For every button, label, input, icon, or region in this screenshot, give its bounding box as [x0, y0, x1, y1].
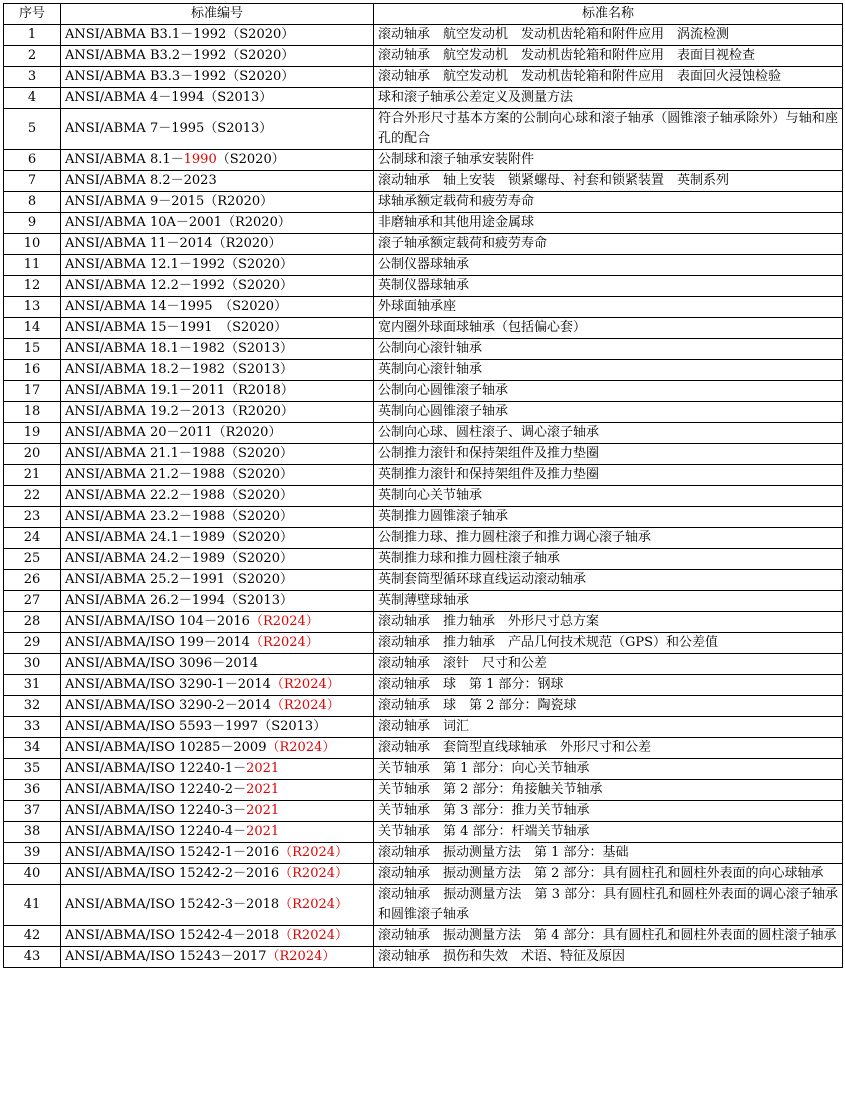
standard-name: 公制向心圆锥滚子轴承: [374, 381, 843, 402]
row-number: 13: [4, 297, 61, 318]
standard-code: [61, 150, 374, 171]
row-number: 5: [4, 109, 61, 150]
standard-code-part: ANSI/ABMA B3.1－1992（S2020）: [65, 27, 295, 42]
standard-code: [61, 423, 374, 444]
standard-code-part: ANSI/ABMA 22.2－1988（S2020）: [65, 488, 293, 503]
table-row: [4, 717, 843, 738]
standard-name: 滚动轴承 滚针 尺寸和公差: [374, 654, 843, 675]
standard-code-part: ANSI/ABMA/ISO 199－2014: [65, 635, 250, 650]
standard-code: [61, 67, 374, 88]
row-number: 8: [4, 192, 61, 213]
row-number: 15: [4, 339, 61, 360]
standard-name: 滚动轴承 振动测量方法 第 3 部分：具有圆柱孔和圆柱外表面的调心滚子轴承和圆锥滚子轴承: [374, 885, 843, 926]
standard-code-part: ANSI/ABMA/ISO 12240-4－: [65, 824, 247, 839]
standard-name: 英制向心关节轴承: [374, 486, 843, 507]
table-row: [4, 360, 843, 381]
standard-code: [61, 46, 374, 67]
standard-name: 滚动轴承 振动测量方法 第 2 部分：具有圆柱孔和圆柱外表面的向心球轴承: [374, 864, 843, 885]
row-number: 1: [4, 25, 61, 46]
standard-code: [61, 25, 374, 46]
standard-code-part: ANSI/ABMA 25.2－1991（S2020）: [65, 572, 293, 587]
standard-name: 滚动轴承 球 第 1 部分：钢球: [374, 675, 843, 696]
standard-name: 英制仪器球轴承: [374, 276, 843, 297]
standard-code: [61, 843, 374, 864]
row-number: 35: [4, 759, 61, 780]
standard-code: [61, 947, 374, 968]
standards-table: [3, 3, 843, 968]
row-number: 39: [4, 843, 61, 864]
standard-name: 英制向心圆锥滚子轴承: [374, 402, 843, 423]
standard-code-part: ANSI/ABMA/ISO 104－2016: [65, 614, 250, 629]
table-row: [4, 654, 843, 675]
standard-code-part: ANSI/ABMA 9－2015（R2020）: [65, 194, 274, 209]
standard-code: [61, 109, 374, 150]
standard-name: 关节轴承 第 1 部分：向心关节轴承: [374, 759, 843, 780]
table-row: [4, 25, 843, 46]
standard-code: [61, 360, 374, 381]
standard-code: [61, 864, 374, 885]
row-number: 23: [4, 507, 61, 528]
table-row: [4, 67, 843, 88]
table-row: [4, 947, 843, 968]
standard-name: 英制套筒型循环球直线运动滚动轴承: [374, 570, 843, 591]
standard-code-part: ANSI/ABMA 10A－2001（R2020）: [65, 215, 291, 230]
standard-code: [61, 570, 374, 591]
row-number: 43: [4, 947, 61, 968]
row-number: 40: [4, 864, 61, 885]
standard-code-part: ANSI/ABMA B3.2－1992（S2020）: [65, 48, 295, 63]
table-row: [4, 444, 843, 465]
standard-code-part: ANSI/ABMA/ISO 15242-3－2018: [65, 897, 280, 912]
standard-code: [61, 738, 374, 759]
header-code: 标准编号: [61, 4, 374, 25]
table-row: [4, 109, 843, 150]
standard-code-part: ANSI/ABMA/ISO 3096－2014: [65, 656, 259, 671]
header-name: 标准名称: [374, 4, 843, 25]
standard-code-updated-part: （R2024）: [266, 740, 336, 755]
standard-name: 关节轴承 第 2 部分：角接触关节轴承: [374, 780, 843, 801]
row-number: 24: [4, 528, 61, 549]
table-row: [4, 528, 843, 549]
table-row: [4, 675, 843, 696]
standard-code: [61, 486, 374, 507]
standard-code: [61, 675, 374, 696]
standard-name: 英制推力圆锥滚子轴承: [374, 507, 843, 528]
standard-code-part: ANSI/ABMA 21.1－1988（S2020）: [65, 446, 293, 461]
standard-code-part: ANSI/ABMA 19.1－2011（R2018）: [65, 383, 294, 398]
table-row: [4, 591, 843, 612]
standard-name: 关节轴承 第 3 部分：推力关节轴承: [374, 801, 843, 822]
table-row: [4, 465, 843, 486]
table-row: [4, 612, 843, 633]
standard-code: [61, 759, 374, 780]
row-number: 2: [4, 46, 61, 67]
standard-code-part: ANSI/ABMA/ISO 15242-2－2016: [65, 866, 280, 881]
table-row: [4, 801, 843, 822]
standard-code-part: ANSI/ABMA 4－1994（S2013）: [65, 90, 273, 105]
standard-code-part: ANSI/ABMA 23.2－1988（S2020）: [65, 509, 293, 524]
table-row: [4, 88, 843, 109]
table-row: [4, 171, 843, 192]
standard-code-updated-part: 1990: [183, 152, 217, 167]
row-number: 41: [4, 885, 61, 926]
table-row: [4, 255, 843, 276]
row-number: 6: [4, 150, 61, 171]
standard-code-part: ANSI/ABMA/ISO 12240-1－: [65, 761, 247, 776]
table-row: [4, 234, 843, 255]
table-row: [4, 549, 843, 570]
standard-code: [61, 780, 374, 801]
standard-code-part: ANSI/ABMA 14－1995 （S2020）: [65, 299, 288, 314]
standard-code: [61, 402, 374, 423]
row-number: 20: [4, 444, 61, 465]
standard-code: [61, 192, 374, 213]
table-row: [4, 213, 843, 234]
table-row: [4, 926, 843, 947]
standard-code-part: ANSI/ABMA 24.1－1989（S2020）: [65, 530, 293, 545]
standard-code: [61, 339, 374, 360]
header-row: [4, 4, 843, 25]
standard-code-part: ANSI/ABMA/ISO 15243－2017: [65, 949, 267, 964]
row-number: 17: [4, 381, 61, 402]
standard-code-updated-part: （R2024）: [270, 698, 340, 713]
standard-code-part: ANSI/ABMA 21.2－1988（S2020）: [65, 467, 293, 482]
standard-name: 公制球和滚子轴承安装附件: [374, 150, 843, 171]
standard-code-updated-part: 2021: [246, 782, 280, 797]
standard-code: [61, 885, 374, 926]
standard-code-part: ANSI/ABMA/ISO 3290-1－2014: [65, 677, 271, 692]
row-number: 21: [4, 465, 61, 486]
table-row: [4, 633, 843, 654]
standard-name: 滚动轴承 航空发动机 发动机齿轮箱和附件应用 表面回火浸蚀检验: [374, 67, 843, 88]
standard-name: 非磨轴承和其他用途金属球: [374, 213, 843, 234]
standard-name: 滚动轴承 损伤和失效 术语、特征及原因: [374, 947, 843, 968]
row-number: 22: [4, 486, 61, 507]
standard-code: [61, 444, 374, 465]
row-number: 11: [4, 255, 61, 276]
standard-code: [61, 528, 374, 549]
standard-code-part: ANSI/ABMA/ISO 10285－2009: [65, 740, 267, 755]
table-row: [4, 780, 843, 801]
row-number: 32: [4, 696, 61, 717]
standard-code: [61, 612, 374, 633]
table-row: [4, 318, 843, 339]
table-row: [4, 150, 843, 171]
row-number: 33: [4, 717, 61, 738]
table-row: [4, 885, 843, 926]
standard-name: 英制向心滚针轴承: [374, 360, 843, 381]
table-row: [4, 46, 843, 67]
standard-code-part: ANSI/ABMA 18.2－1982（S2013）: [65, 362, 293, 377]
standard-code-updated-part: （R2024）: [279, 845, 349, 860]
standard-code: [61, 926, 374, 947]
standard-code: [61, 88, 374, 109]
standard-code-part: ANSI/ABMA/ISO 12240-3－: [65, 803, 247, 818]
table-row: [4, 759, 843, 780]
standard-name: 滚动轴承 轴上安装 锁紧螺母、衬套和锁紧装置 英制系列: [374, 171, 843, 192]
table-row: [4, 192, 843, 213]
standard-code-updated-part: （R2024）: [270, 677, 340, 692]
standard-code-part: ANSI/ABMA/ISO 12240-2－: [65, 782, 247, 797]
table-row: [4, 402, 843, 423]
standard-code-part: ANSI/ABMA/ISO 5593－1997（S2013）: [65, 719, 327, 734]
standard-name: 滚动轴承 词汇: [374, 717, 843, 738]
row-number: 37: [4, 801, 61, 822]
standard-code: [61, 465, 374, 486]
standard-code-updated-part: （R2024）: [249, 614, 319, 629]
standard-code-part: ANSI/ABMA 19.2－2013（R2020）: [65, 404, 294, 419]
table-row: [4, 843, 843, 864]
row-number: 36: [4, 780, 61, 801]
standard-code-updated-part: 2021: [246, 761, 280, 776]
row-number: 29: [4, 633, 61, 654]
row-number: 25: [4, 549, 61, 570]
table-body: [4, 25, 843, 968]
standard-code: [61, 633, 374, 654]
row-number: 4: [4, 88, 61, 109]
standard-name: 符合外形尺寸基本方案的公制向心球和滚子轴承（圆锥滚子轴承除外）与轴和座孔的配合: [374, 109, 843, 150]
standard-code-updated-part: （R2024）: [249, 635, 319, 650]
standard-name: 英制推力球和推力圆柱滚子轴承: [374, 549, 843, 570]
standard-code-part: ANSI/ABMA 15－1991 （S2020）: [65, 320, 288, 335]
standard-name: 滚动轴承 航空发动机 发动机齿轮箱和附件应用 表面目视检查: [374, 46, 843, 67]
table-row: [4, 339, 843, 360]
table-row: [4, 276, 843, 297]
table-row: [4, 507, 843, 528]
row-number: 9: [4, 213, 61, 234]
table-row: [4, 864, 843, 885]
standard-name: 公制向心滚针轴承: [374, 339, 843, 360]
standard-code-part: ANSI/ABMA 12.1－1992（S2020）: [65, 257, 293, 272]
standard-code: [61, 717, 374, 738]
standard-code: [61, 213, 374, 234]
standard-code: [61, 654, 374, 675]
standard-code-updated-part: 2021: [246, 803, 280, 818]
row-number: 10: [4, 234, 61, 255]
standard-code: [61, 234, 374, 255]
standard-code-updated-part: （R2024）: [279, 866, 349, 881]
standard-code: [61, 297, 374, 318]
standard-name: 外球面轴承座: [374, 297, 843, 318]
standard-code-part: ANSI/ABMA 26.2－1994（S2013）: [65, 593, 293, 608]
row-number: 3: [4, 67, 61, 88]
standard-name: 球和滚子轴承公差定义及测量方法: [374, 88, 843, 109]
standard-name: 英制推力滚针和保持架组件及推力垫圈: [374, 465, 843, 486]
standard-code: [61, 696, 374, 717]
standard-code: [61, 171, 374, 192]
standard-name: 关节轴承 第 4 部分：杆端关节轴承: [374, 822, 843, 843]
row-number: 12: [4, 276, 61, 297]
standard-code-updated-part: 2021: [246, 824, 280, 839]
standard-code-part: ANSI/ABMA 20－2011（R2020）: [65, 425, 282, 440]
row-number: 42: [4, 926, 61, 947]
row-number: 34: [4, 738, 61, 759]
standard-code-part: ANSI/ABMA 24.2－1989（S2020）: [65, 551, 293, 566]
standard-code-part: ANSI/ABMA/ISO 15242-1－2016: [65, 845, 280, 860]
header-no: 序号: [4, 4, 61, 25]
standard-code: [61, 507, 374, 528]
standard-code-part: ANSI/ABMA B3.3－1992（S2020）: [65, 69, 295, 84]
standard-code-part: ANSI/ABMA 18.1－1982（S2013）: [65, 341, 293, 356]
standard-code: [61, 276, 374, 297]
standard-code-updated-part: （R2024）: [266, 949, 336, 964]
standard-name: 滚动轴承 球 第 2 部分：陶瓷球: [374, 696, 843, 717]
standard-code-updated-part: （R2024）: [279, 897, 349, 912]
standard-name: 滚动轴承 振动测量方法 第 4 部分：具有圆柱孔和圆柱外表面的圆柱滚子轴承: [374, 926, 843, 947]
standard-name: 球轴承额定载荷和疲劳寿命: [374, 192, 843, 213]
standard-code: [61, 549, 374, 570]
table-row: [4, 738, 843, 759]
table-row: [4, 570, 843, 591]
standard-code-part: ANSI/ABMA 12.2－1992（S2020）: [65, 278, 293, 293]
table-row: [4, 423, 843, 444]
row-number: 26: [4, 570, 61, 591]
standard-code-part: ANSI/ABMA 7－1995（S2013）: [65, 121, 273, 136]
standard-code: [61, 801, 374, 822]
standard-name: 公制仪器球轴承: [374, 255, 843, 276]
row-number: 14: [4, 318, 61, 339]
standard-code: [61, 822, 374, 843]
standard-code-part: ANSI/ABMA 11－2014（R2020）: [65, 236, 282, 251]
standard-code-part: ANSI/ABMA/ISO 15242-4－2018: [65, 928, 280, 943]
standard-name: 滚动轴承 套筒型直线球轴承 外形尺寸和公差: [374, 738, 843, 759]
row-number: 16: [4, 360, 61, 381]
row-number: 31: [4, 675, 61, 696]
table-row: [4, 822, 843, 843]
standard-code: [61, 318, 374, 339]
standard-name: 滚动轴承 航空发动机 发动机齿轮箱和附件应用 涡流检测: [374, 25, 843, 46]
row-number: 28: [4, 612, 61, 633]
row-number: 27: [4, 591, 61, 612]
standard-code-part: ANSI/ABMA 8.1－: [65, 152, 184, 167]
standard-name: 宽内圈外球面球轴承（包括偏心套）: [374, 318, 843, 339]
standard-name: 公制推力球、推力圆柱滚子和推力调心滚子轴承: [374, 528, 843, 549]
standard-code-part: ANSI/ABMA/ISO 3290-2－2014: [65, 698, 271, 713]
standard-code: [61, 381, 374, 402]
standard-code-part: （S2020）: [216, 152, 285, 167]
standard-name: 公制向心球、圆柱滚子、调心滚子轴承: [374, 423, 843, 444]
standard-code-updated-part: （R2024）: [279, 928, 349, 943]
row-number: 30: [4, 654, 61, 675]
table-row: [4, 381, 843, 402]
row-number: 18: [4, 402, 61, 423]
standard-code-part: ANSI/ABMA 8.2－2023: [65, 173, 217, 188]
row-number: 7: [4, 171, 61, 192]
standard-code: [61, 255, 374, 276]
row-number: 38: [4, 822, 61, 843]
table-row: [4, 696, 843, 717]
row-number: 19: [4, 423, 61, 444]
standard-name: 滚动轴承 振动测量方法 第 1 部分：基础: [374, 843, 843, 864]
standard-name: 英制薄壁球轴承: [374, 591, 843, 612]
table-row: [4, 297, 843, 318]
standard-name: 公制推力滚针和保持架组件及推力垫圈: [374, 444, 843, 465]
standard-code: [61, 591, 374, 612]
table-row: [4, 486, 843, 507]
standard-name: 滚子轴承额定载荷和疲劳寿命: [374, 234, 843, 255]
standard-name: 滚动轴承 推力轴承 产品几何技术规范（GPS）和公差值: [374, 633, 843, 654]
standard-name: 滚动轴承 推力轴承 外形尺寸总方案: [374, 612, 843, 633]
